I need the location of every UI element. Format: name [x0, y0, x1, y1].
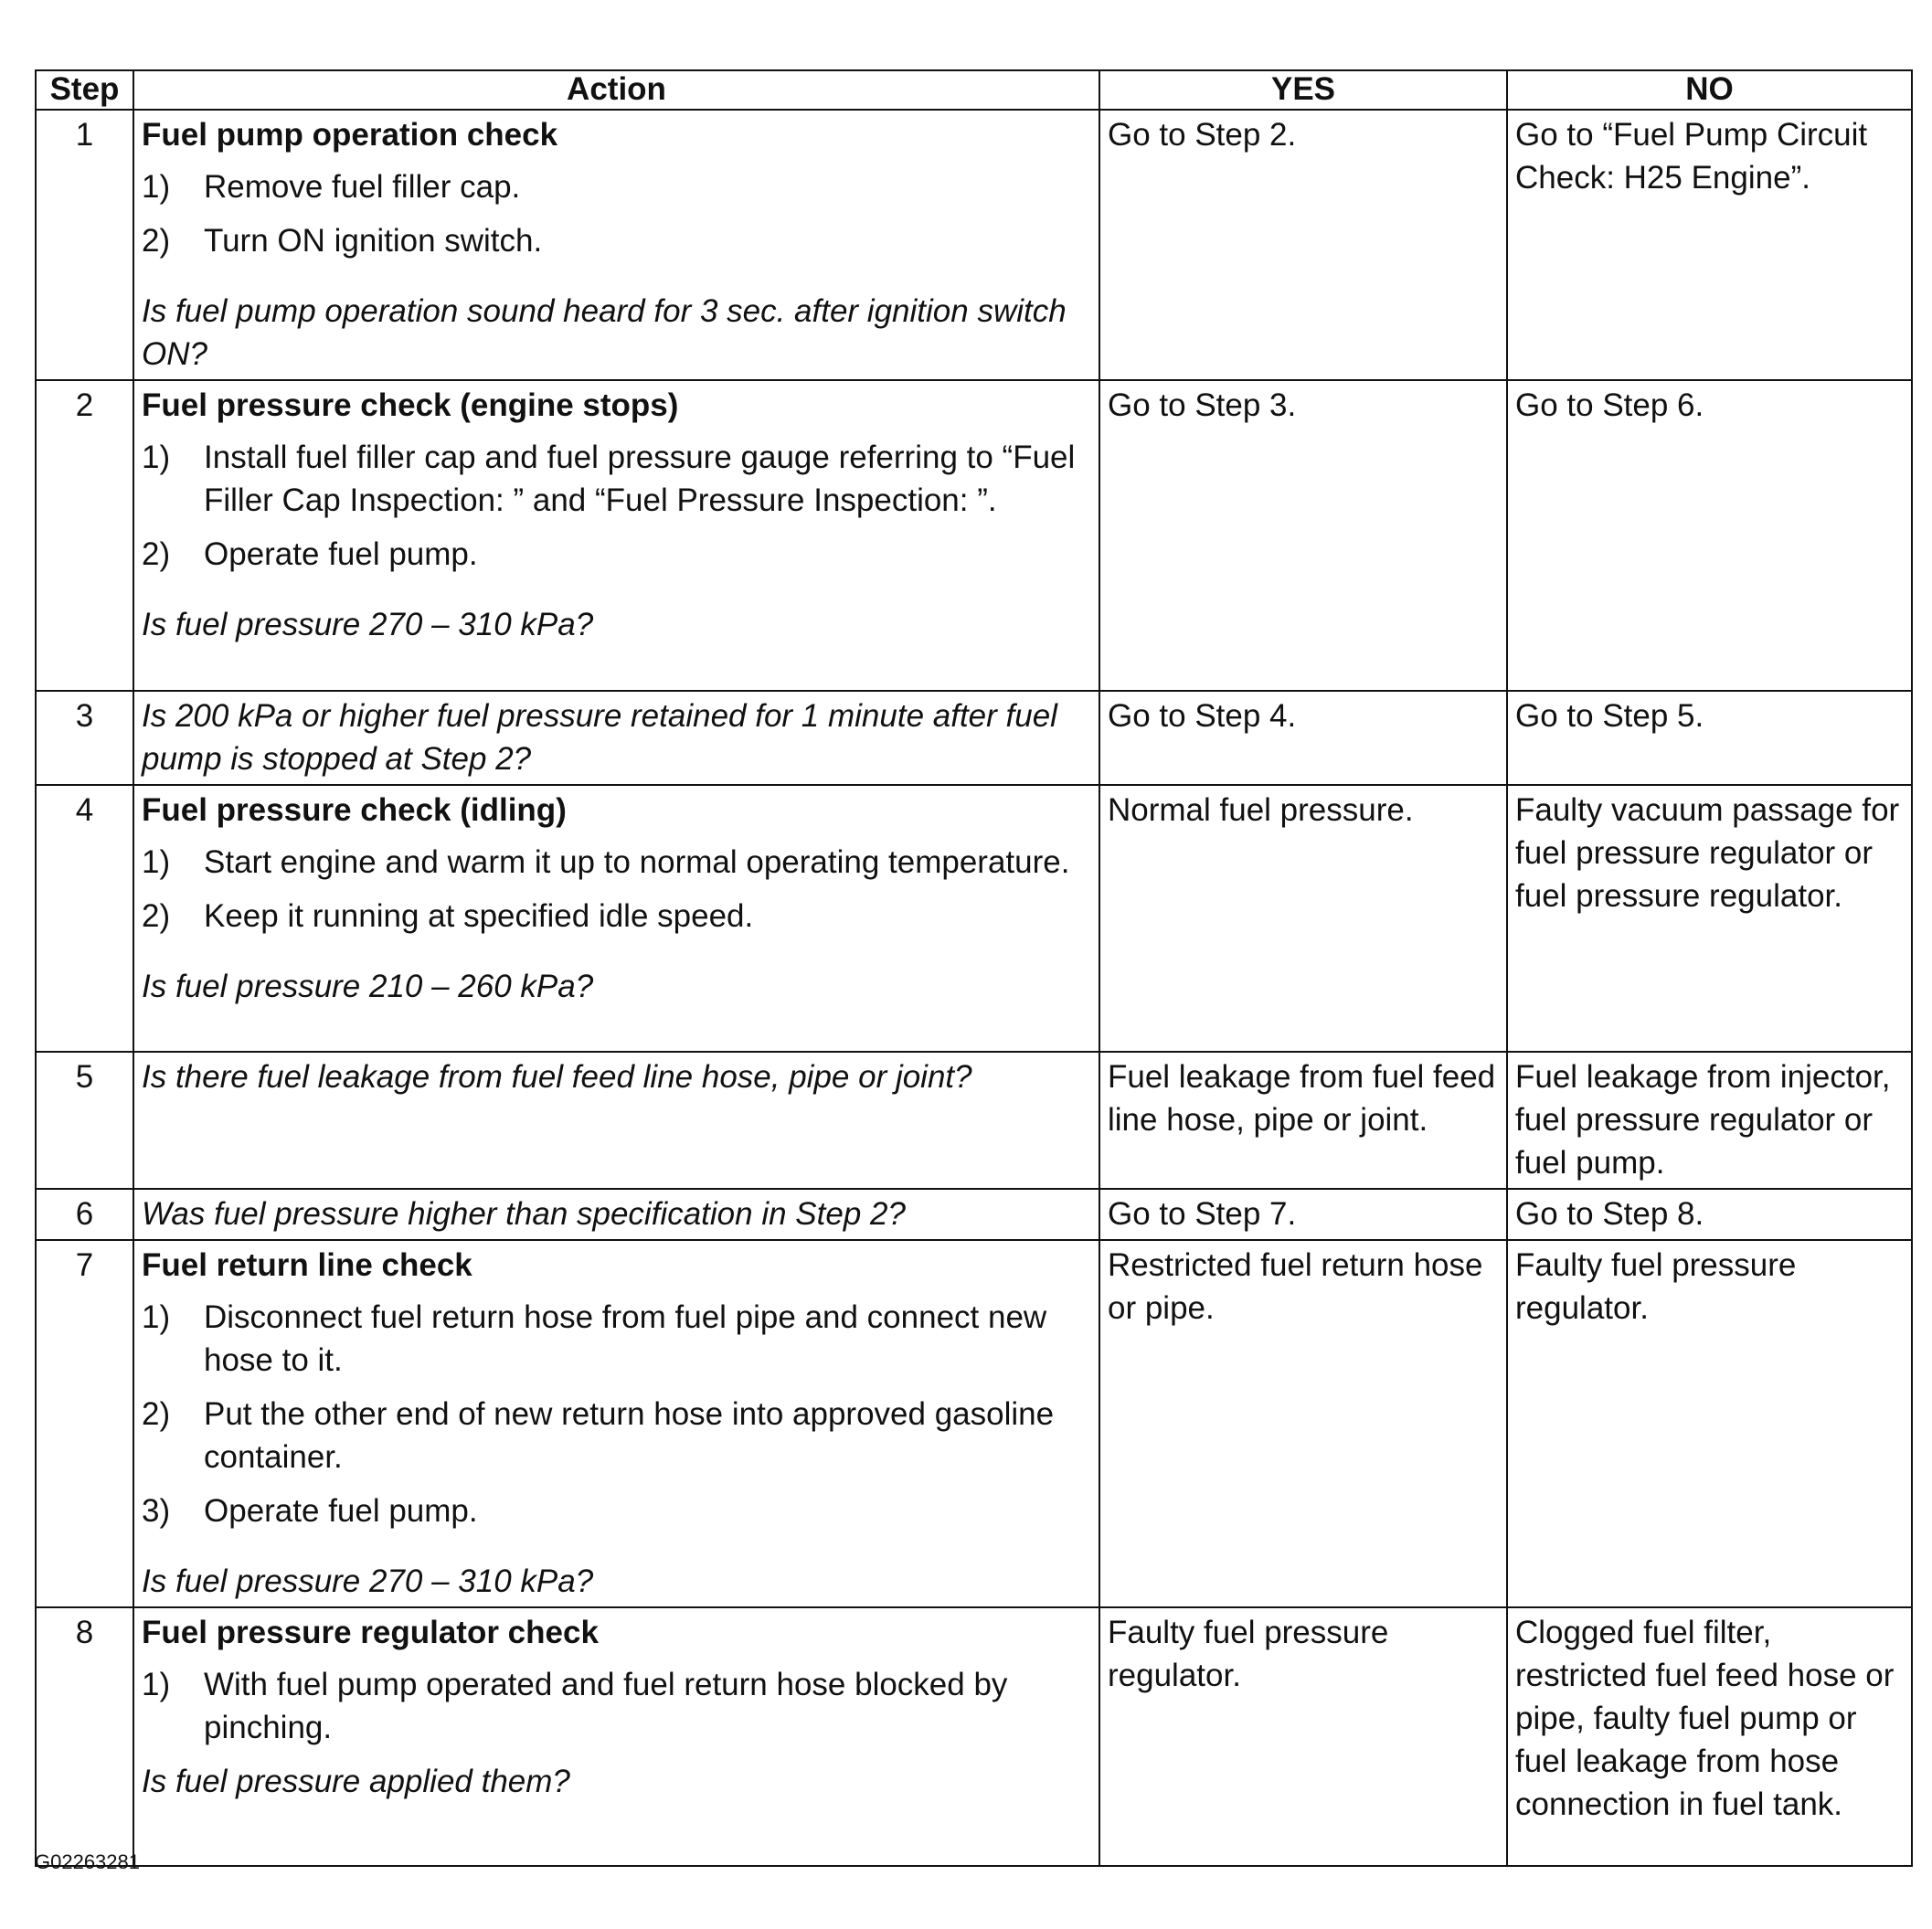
table-row	[36, 1607, 1912, 1866]
check-question: Is fuel pressure 270 – 310 kPa?	[142, 607, 594, 642]
yes-cell: Fuel leakage from fuel feed line hose, pipe or joint.	[1099, 1052, 1507, 1189]
procedure-item	[142, 436, 1091, 522]
no-cell: Faulty fuel pressure regulator.	[1507, 1240, 1912, 1607]
procedure-item	[142, 1296, 1091, 1382]
procedure-list	[142, 165, 1091, 262]
step-number: 1	[36, 110, 133, 380]
step-number: 5	[36, 1052, 133, 1189]
action-cell	[133, 380, 1099, 691]
step-number: 7	[36, 1240, 133, 1607]
check-question: Was fuel pressure higher than specification in Step 2?	[142, 1196, 906, 1232]
no-cell: Fuel leakage from injector, fuel pressure regulator or fuel pump.	[1507, 1052, 1912, 1189]
table-row	[36, 1052, 1912, 1189]
action-cell	[133, 110, 1099, 380]
procedure-list	[142, 436, 1091, 576]
yes-cell: Go to Step 4.	[1099, 691, 1507, 785]
yes-cell: Normal fuel pressure.	[1099, 785, 1507, 1052]
procedure-item	[142, 219, 1091, 262]
table-row	[36, 110, 1912, 380]
procedure-item	[142, 1663, 1091, 1749]
check-question: Is fuel pressure 270 – 310 kPa?	[142, 1563, 594, 1599]
action-title: Fuel pump operation check	[142, 117, 558, 153]
table-body	[36, 110, 1912, 1866]
procedure-list	[142, 1296, 1091, 1532]
step-number: 2	[36, 380, 133, 691]
step-number: 4	[36, 785, 133, 1052]
procedure-text: Turn ON ignition switch.	[204, 223, 543, 259]
yes-cell: Go to Step 2.	[1099, 110, 1507, 380]
action-cell	[133, 691, 1099, 785]
procedure-number: 1)	[142, 440, 171, 475]
table-row	[36, 1189, 1912, 1240]
action-cell	[133, 785, 1099, 1052]
header-no: NO	[1507, 70, 1912, 110]
yes-cell: Go to Step 3.	[1099, 380, 1507, 691]
check-question: Is fuel pressure applied them?	[142, 1764, 570, 1799]
no-cell: Faulty vacuum passage for fuel pressure regulator or fuel pressure regulator.	[1507, 785, 1912, 1052]
procedure-text: Put the other end of new return hose into approved gasoline container.	[204, 1396, 1055, 1475]
no-cell: Go to Step 5.	[1507, 691, 1912, 785]
procedure-text: Install fuel filler cap and fuel pressure gauge referring to “Fuel Filler Cap Inspection: ” and “Fuel Pressure Inspection: ”.	[204, 440, 1076, 518]
procedure-number: 3)	[142, 1493, 171, 1529]
action-cell	[133, 1607, 1099, 1866]
procedure-list	[142, 1663, 1091, 1749]
step-number: 6	[36, 1189, 133, 1240]
procedure-number: 1)	[142, 169, 171, 205]
procedure-text: With fuel pump operated and fuel return hose blocked by pinching.	[204, 1667, 1008, 1745]
action-cell	[133, 1240, 1099, 1607]
action-title: Fuel pressure check (engine stops)	[142, 387, 679, 423]
procedure-item	[142, 895, 1091, 938]
procedure-text: Operate fuel pump.	[204, 1493, 478, 1529]
procedure-number: 1)	[142, 1299, 171, 1335]
procedure-item	[142, 841, 1091, 884]
table-row	[36, 1240, 1912, 1607]
figure-id: G02263281	[35, 1850, 140, 1873]
no-cell: Clogged fuel filter, restricted fuel feed hose or pipe, faulty fuel pump or fuel leakage from hose connection in fuel tank.	[1507, 1607, 1912, 1866]
table-row	[36, 785, 1912, 1052]
action-title: Fuel return line check	[142, 1247, 472, 1283]
procedure-text: Operate fuel pump.	[204, 536, 478, 572]
step-number: 3	[36, 691, 133, 785]
procedure-number: 2)	[142, 898, 171, 934]
procedure-item	[142, 165, 1091, 208]
check-question: Is 200 kPa or higher fuel pressure retained for 1 minute after fuel pump is stopped at Step 2?	[142, 698, 1057, 777]
procedure-text: Start engine and warm it up to normal operating temperature.	[204, 844, 1070, 880]
yes-cell: Faulty fuel pressure regulator.	[1099, 1607, 1507, 1866]
procedure-item	[142, 533, 1091, 576]
table-row	[36, 380, 1912, 691]
no-cell: Go to Step 8.	[1507, 1189, 1912, 1240]
procedure-item	[142, 1489, 1091, 1532]
yes-cell: Go to Step 7.	[1099, 1189, 1507, 1240]
step-number: 8	[36, 1607, 133, 1866]
header-action: Action	[133, 70, 1099, 110]
table-row	[36, 691, 1912, 785]
action-title: Fuel pressure regulator check	[142, 1615, 599, 1650]
check-question: Is there fuel leakage from fuel feed line hose, pipe or joint?	[142, 1059, 972, 1095]
header-step: Step	[36, 70, 133, 110]
check-question: Is fuel pressure 210 – 260 kPa?	[142, 969, 594, 1004]
check-question: Is fuel pump operation sound heard for 3 sec. after ignition switch ON?	[142, 293, 1067, 372]
procedure-number: 1)	[142, 844, 171, 880]
procedure-number: 2)	[142, 1396, 171, 1432]
procedure-number: 2)	[142, 536, 171, 572]
no-cell: Go to Step 6.	[1507, 380, 1912, 691]
procedure-text: Keep it running at specified idle speed.	[204, 898, 754, 934]
header-yes: YES	[1099, 70, 1507, 110]
procedure-item	[142, 1393, 1091, 1479]
procedure-list	[142, 841, 1091, 938]
action-cell	[133, 1052, 1099, 1189]
procedure-text: Remove fuel filler cap.	[204, 169, 521, 205]
no-cell: Go to “Fuel Pump Circuit Check: H25 Engine”.	[1507, 110, 1912, 380]
yes-cell: Restricted fuel return hose or pipe.	[1099, 1240, 1507, 1607]
procedure-text: Disconnect fuel return hose from fuel pipe and connect new hose to it.	[204, 1299, 1047, 1378]
diagnosis-table	[35, 69, 1913, 1867]
procedure-number: 2)	[142, 223, 171, 259]
header-row	[36, 70, 1912, 110]
action-cell	[133, 1189, 1099, 1240]
action-title: Fuel pressure check (idling)	[142, 792, 567, 828]
procedure-number: 1)	[142, 1667, 171, 1702]
